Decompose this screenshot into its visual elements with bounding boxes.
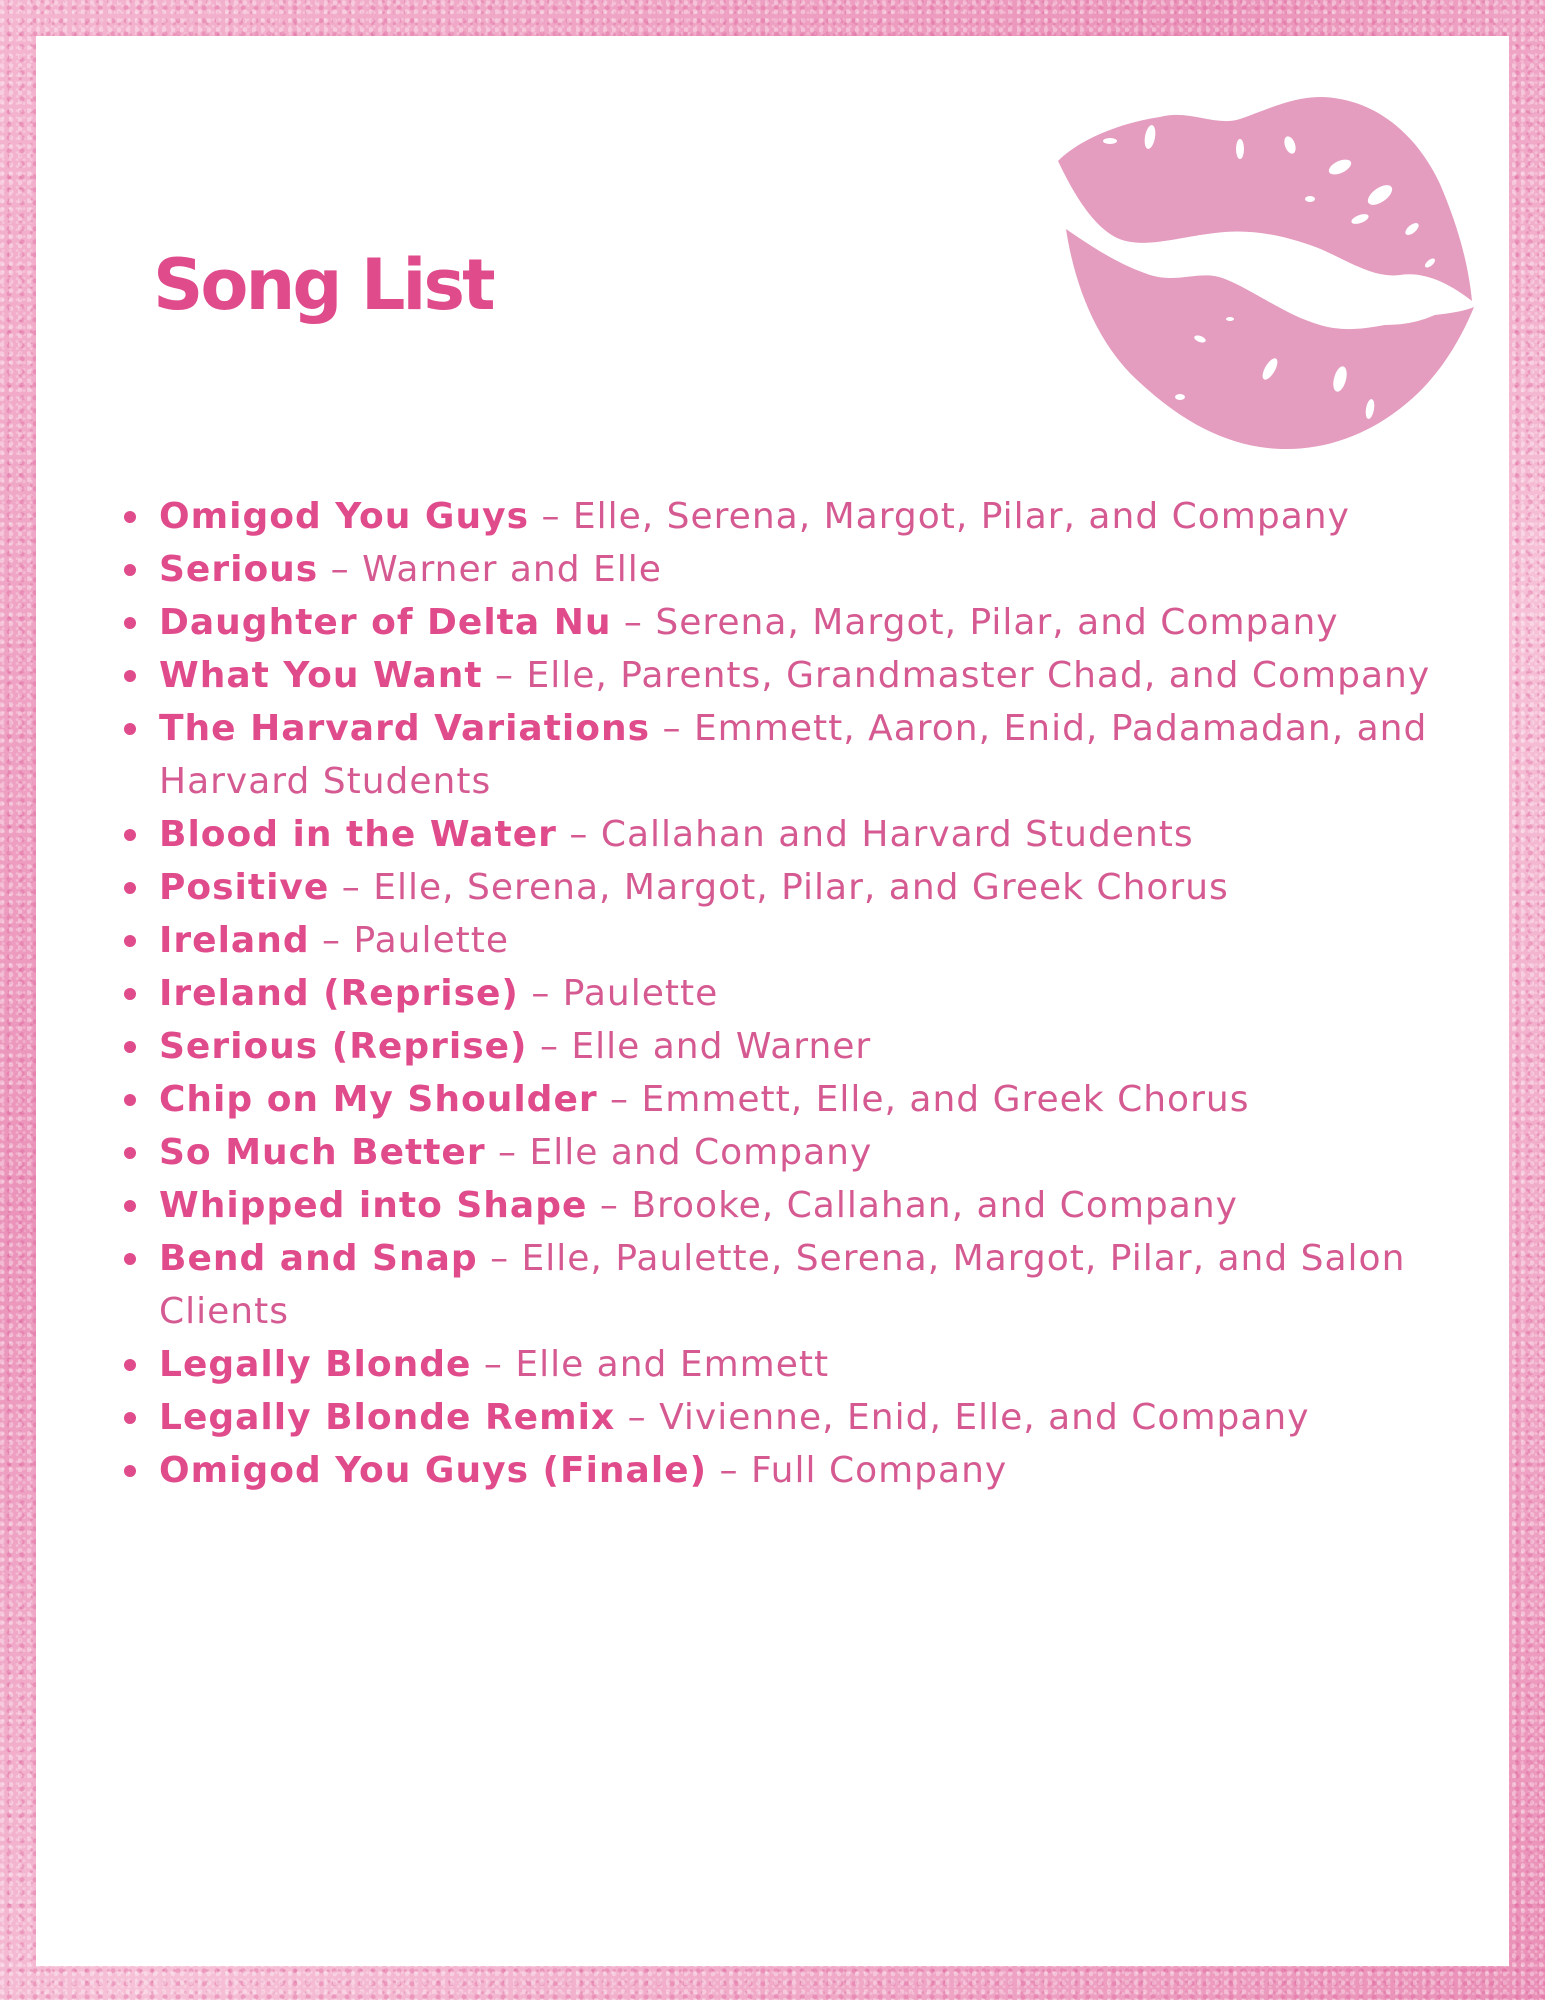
song-item (116, 808, 1496, 861)
bullet-icon (124, 617, 136, 629)
song-separator: – (527, 1026, 572, 1067)
song-cast: Callahan and Harvard Students (600, 814, 1194, 855)
song-item (116, 596, 1496, 649)
song-separator: – (529, 496, 573, 537)
song-cast: Paulette (353, 920, 509, 961)
song-cast: Serena, Margot, Pilar, and Company (655, 602, 1339, 643)
song-item (116, 914, 1496, 967)
song-separator: – (556, 814, 601, 855)
bullet-icon (124, 1253, 136, 1265)
song-title: Whipped into Shape (159, 1185, 588, 1226)
song-separator: – (309, 920, 354, 961)
song-cast: Paulette (562, 973, 719, 1014)
song-title: Chip on My Shoulder (159, 1079, 598, 1120)
song-separator: – (318, 549, 363, 590)
song-cast: Full Company (750, 1450, 1008, 1491)
song-title: Ireland (Reprise) (159, 973, 519, 1014)
song-title: Legally Blonde (159, 1344, 472, 1385)
song-title: Omigod You Guys (159, 496, 529, 537)
song-separator: – (485, 1132, 530, 1173)
song-title: Positive (159, 867, 330, 908)
song-item (116, 1444, 1496, 1497)
song-item (116, 967, 1496, 1020)
bullet-icon (124, 935, 136, 947)
song-item (116, 543, 1496, 596)
song-item (116, 1073, 1496, 1126)
song-separator: – (471, 1344, 516, 1385)
song-title: Bend and Snap (159, 1238, 478, 1279)
song-item (116, 1391, 1496, 1444)
song-cast: Elle and Warner (571, 1026, 872, 1067)
bullet-icon (124, 1359, 136, 1371)
song-separator: – (707, 1450, 751, 1491)
song-item (116, 702, 1496, 808)
bullet-icon (124, 988, 136, 1000)
song-separator: – (482, 655, 527, 696)
song-item (116, 861, 1496, 914)
bullet-icon (124, 1465, 136, 1477)
page-title: Song List (153, 244, 493, 326)
song-separator: – (329, 867, 374, 908)
bullet-icon (124, 564, 136, 576)
bullet-icon (124, 511, 136, 523)
song-list (116, 490, 1496, 1497)
bullet-icon (124, 1412, 136, 1424)
song-separator: – (611, 602, 656, 643)
song-title: Legally Blonde Remix (159, 1397, 616, 1438)
bullet-icon (124, 723, 136, 735)
song-cast: Elle, Paulette, Serena, Margot, Pilar, and Salon Clients (159, 1238, 1406, 1332)
song-separator: – (615, 1397, 660, 1438)
song-separator: – (650, 708, 694, 749)
song-item (116, 1020, 1496, 1073)
song-item (116, 1338, 1496, 1391)
bullet-icon (124, 1041, 136, 1053)
song-separator: – (477, 1238, 522, 1279)
song-separator: – (587, 1185, 632, 1226)
bullet-icon (124, 1094, 136, 1106)
song-title: The Harvard Variations (159, 708, 651, 749)
song-item (116, 490, 1496, 543)
bullet-icon (124, 829, 136, 841)
song-cast: Warner and Elle (362, 549, 662, 590)
bullet-icon (124, 1200, 136, 1212)
song-separator: – (597, 1079, 642, 1120)
song-cast: Elle and Emmett (515, 1344, 830, 1385)
song-cast: Elle, Parents, Grandmaster Chad, and Company (526, 655, 1431, 696)
song-title: So Much Better (159, 1132, 486, 1173)
song-title: Ireland (159, 920, 310, 961)
song-cast: Elle, Serena, Margot, Pilar, and Company (572, 496, 1350, 537)
song-title: Daughter of Delta Nu (159, 602, 612, 643)
song-title: Serious (159, 549, 319, 590)
song-list-page (36, 36, 1509, 1966)
song-item (116, 1126, 1496, 1179)
song-cast: Emmett, Aaron, Enid, Padamadan, and Harvard Students (159, 708, 1428, 802)
song-separator: – (518, 973, 563, 1014)
song-title: What You Want (159, 655, 483, 696)
song-title: Omigod You Guys (Finale) (159, 1450, 708, 1491)
song-title: Blood in the Water (159, 814, 557, 855)
song-cast: Brooke, Callahan, and Company (631, 1185, 1238, 1226)
bullet-icon (124, 882, 136, 894)
bullet-icon (124, 670, 136, 682)
song-cast: Elle, Serena, Margot, Pilar, and Greek Chorus (373, 867, 1229, 908)
lips-kiss-icon (1040, 79, 1480, 469)
song-item (116, 649, 1496, 702)
bullet-icon (124, 1147, 136, 1159)
song-cast: Emmett, Elle, and Greek Chorus (641, 1079, 1250, 1120)
song-item (116, 1232, 1496, 1338)
song-cast: Vivienne, Enid, Elle, and Company (659, 1397, 1310, 1438)
song-item (116, 1179, 1496, 1232)
song-cast: Elle and Company (529, 1132, 873, 1173)
song-title: Serious (Reprise) (159, 1026, 528, 1067)
